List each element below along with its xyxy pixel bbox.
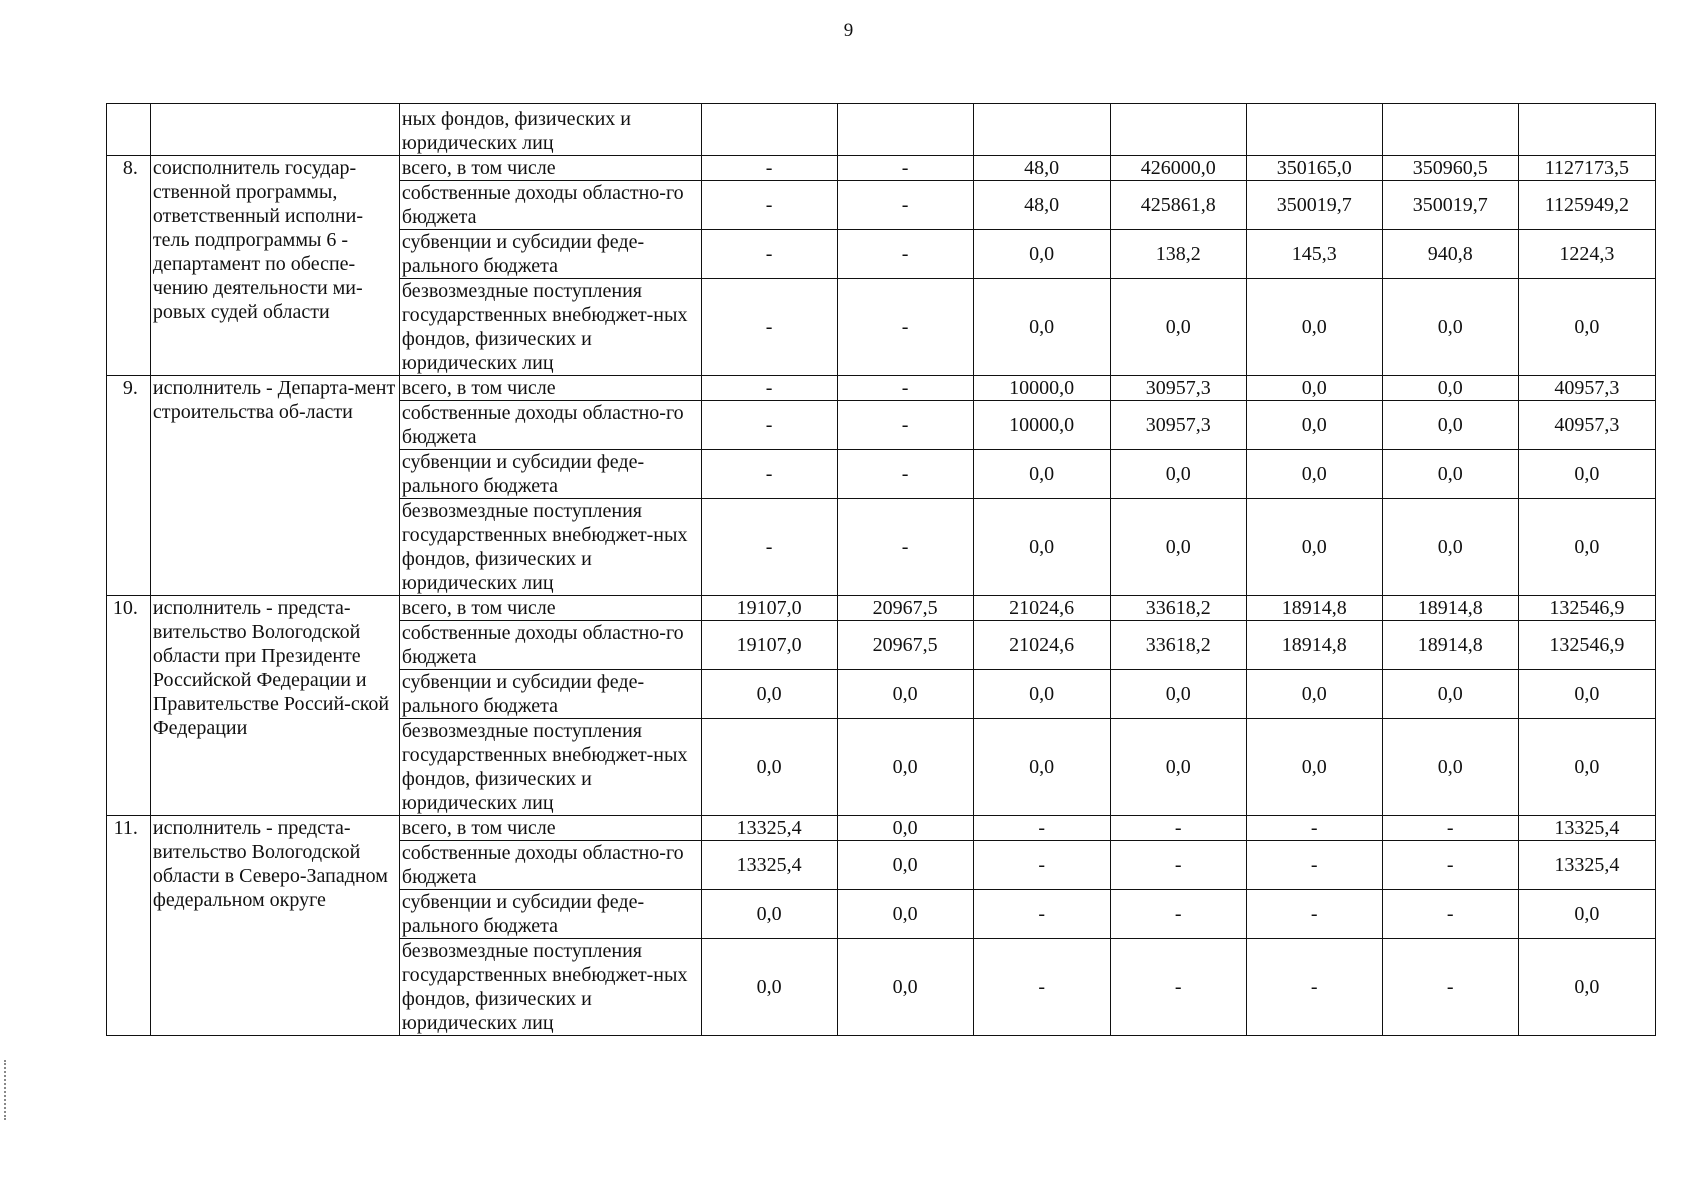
amount-value: 350019,7: [1412, 194, 1488, 216]
row-number: 9.: [107, 376, 151, 596]
value-cell: [1382, 376, 1518, 401]
funding-source: субвенции и субсидии феде-рального бюджета: [399, 450, 701, 499]
amount-value: -: [1174, 976, 1182, 998]
value-cell: [701, 499, 837, 596]
amount-value: -: [901, 377, 909, 399]
value-cell: [1246, 104, 1382, 156]
amount-value: 0,0: [892, 854, 918, 876]
value-cell: [1382, 596, 1518, 621]
value-cell: [837, 181, 973, 230]
amount-value: 20967,5: [872, 597, 938, 619]
amount-value: 33618,2: [1145, 634, 1211, 656]
funding-source: субвенции и субсидии феде-рального бюджета: [399, 230, 701, 279]
value-cell: [1110, 841, 1246, 890]
amount-value: 0,0: [892, 817, 918, 839]
value-cell: [1518, 939, 1655, 1036]
value-cell: [1110, 670, 1246, 719]
value-cell: [1110, 279, 1246, 376]
value-cell: [973, 401, 1110, 450]
value-cell: [701, 596, 837, 621]
amount-value: 0,0: [892, 903, 918, 925]
table-row: [107, 104, 1656, 156]
value-cell: [1382, 156, 1518, 181]
amount-value: 19107,0: [736, 634, 802, 656]
value-cell: [973, 376, 1110, 401]
amount-value: 0,0: [1301, 316, 1327, 338]
amount-value: -: [901, 157, 909, 179]
amount-value: 20967,5: [872, 634, 938, 656]
value-cell: [1246, 401, 1382, 450]
funding-source: собственные доходы областно-го бюджета: [399, 841, 701, 890]
value-cell: [1382, 816, 1518, 841]
executor-name: соисполнитель государ-ственной программы, ответственный исполни-тель подпрограммы 6 - департамент по обеспе-чению деятельности ми-ровых судей области: [150, 156, 399, 376]
value-cell: [1246, 499, 1382, 596]
value-cell: [1110, 719, 1246, 816]
funding-source: безвозмездные поступления государственных внебюджет-ных фондов, физических и юридических лиц: [399, 499, 701, 596]
value-cell: [1518, 596, 1655, 621]
table-row-total: [107, 816, 1656, 841]
amount-value: 0,0: [1301, 414, 1327, 436]
value-cell: [1246, 156, 1382, 181]
value-cell: [1246, 621, 1382, 670]
amount-value: 30957,3: [1145, 377, 1211, 399]
value-cell: [837, 596, 973, 621]
value-cell: [973, 279, 1110, 376]
value-cell: [837, 376, 973, 401]
amount-value: 0,0: [1437, 683, 1463, 705]
value-cell: [1110, 890, 1246, 939]
amount-value: 1125949,2: [1544, 194, 1630, 216]
amount-value: 18914,8: [1281, 634, 1347, 656]
amount-value: 0,0: [1165, 463, 1191, 485]
value-cell: [1110, 621, 1246, 670]
amount-value: 0,0: [1301, 756, 1327, 778]
value-cell: [701, 181, 837, 230]
amount-value: 21024,6: [1009, 597, 1075, 619]
amount-value: 350960,5: [1412, 157, 1488, 179]
amount-value: -: [1174, 854, 1182, 876]
amount-value: 138,2: [1155, 243, 1201, 265]
amount-value: 0,0: [1437, 756, 1463, 778]
amount-value: 0,0: [1574, 463, 1600, 485]
amount-value: 0,0: [1165, 756, 1191, 778]
amount-value: 0,0: [1301, 377, 1327, 399]
value-cell: [1382, 890, 1518, 939]
amount-value: -: [765, 536, 773, 558]
value-cell: [1246, 596, 1382, 621]
value-cell: [1518, 621, 1655, 670]
executor-name: исполнитель - Департа-мент строительства об-ласти: [150, 376, 399, 596]
value-cell: [837, 230, 973, 279]
value-cell: [837, 156, 973, 181]
amount-value: -: [901, 243, 909, 265]
amount-value: 132546,9: [1549, 597, 1625, 619]
value-cell: [837, 841, 973, 890]
amount-value: -: [1174, 817, 1182, 839]
amount-value: -: [1446, 976, 1454, 998]
amount-value: -: [901, 463, 909, 485]
value-cell: [973, 621, 1110, 670]
value-cell: [1110, 104, 1246, 156]
amount-value: 0,0: [1029, 756, 1055, 778]
amount-value: -: [1038, 976, 1045, 998]
amount-value: -: [1310, 976, 1318, 998]
amount-value: 13325,4: [1554, 854, 1620, 876]
value-cell: [1110, 596, 1246, 621]
value-cell: [701, 376, 837, 401]
amount-value: 350019,7: [1276, 194, 1352, 216]
row-number: 8.: [107, 156, 151, 376]
value-cell: [701, 230, 837, 279]
value-cell: [1518, 841, 1655, 890]
value-cell: [701, 401, 837, 450]
amount-value: 0,0: [1301, 536, 1327, 558]
budget-table: [106, 103, 1656, 1036]
table-row-total: [107, 596, 1656, 621]
value-cell: [837, 499, 973, 596]
amount-value: 10000,0: [1009, 414, 1075, 436]
amount-value: -: [1446, 854, 1454, 876]
amount-value: 0,0: [1574, 756, 1600, 778]
value-cell: [837, 939, 973, 1036]
value-cell: [973, 450, 1110, 499]
amount-value: 21024,6: [1009, 634, 1075, 656]
amount-value: 30957,3: [1145, 414, 1211, 436]
value-cell: [1110, 181, 1246, 230]
value-cell: [973, 939, 1110, 1036]
amount-value: 19107,0: [736, 597, 802, 619]
value-cell: [1518, 376, 1655, 401]
amount-value: -: [1310, 817, 1318, 839]
value-cell: [1518, 719, 1655, 816]
value-cell: [1518, 401, 1655, 450]
amount-value: 0,0: [1574, 683, 1600, 705]
amount-value: 350165,0: [1276, 157, 1352, 179]
executor-name: исполнитель - предста-вительство Вологодской области в Северо-Западном федеральном округе: [150, 816, 399, 1036]
value-cell: [973, 841, 1110, 890]
amount-value: 425861,8: [1140, 194, 1216, 216]
amount-value: 0,0: [1301, 683, 1327, 705]
amount-value: 0,0: [1165, 536, 1191, 558]
value-cell: [1246, 890, 1382, 939]
amount-value: -: [765, 463, 773, 485]
value-cell: [1518, 670, 1655, 719]
row-number: 11.: [107, 816, 151, 1036]
amount-value: 0,0: [756, 976, 782, 998]
funding-source: всего, в том числе: [399, 156, 701, 181]
value-cell: [837, 890, 973, 939]
amount-value: -: [1038, 854, 1045, 876]
amount-value: 0,0: [1437, 316, 1463, 338]
amount-value: 10000,0: [1009, 377, 1075, 399]
amount-value: 0,0: [1574, 536, 1600, 558]
amount-value: -: [765, 157, 773, 179]
amount-value: 48,0: [1024, 194, 1060, 216]
funding-source: всего, в том числе: [399, 376, 701, 401]
amount-value: 33618,2: [1145, 597, 1211, 619]
value-cell: [837, 719, 973, 816]
value-cell: [701, 719, 837, 816]
amount-value: 18914,8: [1281, 597, 1347, 619]
value-cell: [701, 670, 837, 719]
value-cell: [701, 841, 837, 890]
amount-value: 1127173,5: [1544, 157, 1630, 179]
amount-value: -: [901, 194, 909, 216]
value-cell: [1518, 156, 1655, 181]
table-row-total: [107, 156, 1656, 181]
value-cell: [837, 670, 973, 719]
value-cell: [1110, 230, 1246, 279]
amount-value: 0,0: [1029, 536, 1055, 558]
value-cell: [1246, 670, 1382, 719]
amount-value: -: [765, 414, 773, 436]
value-cell: [1382, 621, 1518, 670]
value-cell: [1246, 719, 1382, 816]
value-cell: [973, 670, 1110, 719]
funding-source: собственные доходы областно-го бюджета: [399, 181, 701, 230]
executor-name: исполнитель - предста-вительство Вологодской области при Президенте Российской Федерации и Правительстве Россий-ской Федерации: [150, 596, 399, 816]
amount-value: -: [1310, 854, 1318, 876]
row-number: 10.: [107, 596, 151, 816]
funding-source: субвенции и субсидии феде-рального бюджета: [399, 670, 701, 719]
value-cell: [1382, 499, 1518, 596]
source-cell: ных фондов, физических и юридических лиц: [399, 104, 701, 156]
funding-source: безвозмездные поступления государственных внебюджет-ных фондов, физических и юридических лиц: [399, 279, 701, 376]
value-cell: [701, 156, 837, 181]
amount-value: 0,0: [1165, 683, 1191, 705]
amount-value: 426000,0: [1140, 157, 1216, 179]
value-cell: [1246, 181, 1382, 230]
amount-value: -: [765, 243, 773, 265]
amount-value: 145,3: [1291, 243, 1337, 265]
amount-value: 0,0: [1165, 316, 1191, 338]
amount-value: 0,0: [1029, 243, 1055, 265]
funding-source: всего, в том числе: [399, 596, 701, 621]
page-number: 9: [843, 20, 854, 41]
value-cell: [1110, 499, 1246, 596]
value-cell: [1518, 816, 1655, 841]
value-cell: [1110, 376, 1246, 401]
value-cell: [837, 401, 973, 450]
funding-source: безвозмездные поступления государственных внебюджет-ных фондов, физических и юридических лиц: [399, 939, 701, 1036]
amount-value: 13325,4: [736, 854, 802, 876]
amount-value: -: [765, 316, 773, 338]
value-cell: [1382, 939, 1518, 1036]
funding-source: субвенции и субсидии феде-рального бюджета: [399, 890, 701, 939]
amount-value: 0,0: [1029, 463, 1055, 485]
value-cell: [1518, 104, 1655, 156]
num-cell: [107, 104, 151, 156]
value-cell: [973, 104, 1110, 156]
value-cell: [837, 816, 973, 841]
amount-value: 132546,9: [1549, 634, 1625, 656]
amount-value: 40957,3: [1554, 414, 1620, 436]
value-cell: [1246, 376, 1382, 401]
amount-value: 13325,4: [1554, 817, 1620, 839]
value-cell: [1382, 719, 1518, 816]
amount-value: 18914,8: [1417, 597, 1483, 619]
amount-value: 0,0: [1574, 903, 1600, 925]
value-cell: [973, 719, 1110, 816]
funding-source: собственные доходы областно-го бюджета: [399, 621, 701, 670]
amount-value: -: [901, 414, 909, 436]
amount-value: 48,0: [1024, 157, 1060, 179]
amount-value: 0,0: [1437, 377, 1463, 399]
value-cell: [701, 104, 837, 156]
amount-value: -: [765, 194, 773, 216]
value-cell: [1246, 841, 1382, 890]
amount-value: -: [901, 536, 909, 558]
value-cell: [1518, 279, 1655, 376]
value-cell: [701, 279, 837, 376]
amount-value: 0,0: [1437, 463, 1463, 485]
amount-value: 13325,4: [736, 817, 802, 839]
value-cell: [973, 156, 1110, 181]
value-cell: [701, 450, 837, 499]
amount-value: -: [1446, 817, 1454, 839]
amount-value: -: [1310, 903, 1318, 925]
amount-value: -: [1446, 903, 1454, 925]
funding-source: всего, в том числе: [399, 816, 701, 841]
amount-value: 0,0: [756, 683, 782, 705]
amount-value: 0,0: [1029, 683, 1055, 705]
value-cell: [837, 621, 973, 670]
value-cell: [1382, 841, 1518, 890]
funding-source: собственные доходы областно-го бюджета: [399, 401, 701, 450]
value-cell: [1382, 104, 1518, 156]
value-cell: [837, 279, 973, 376]
amount-value: -: [1038, 903, 1045, 925]
amount-value: 0,0: [756, 903, 782, 925]
value-cell: [973, 499, 1110, 596]
value-cell: [973, 181, 1110, 230]
amount-value: -: [901, 316, 909, 338]
value-cell: [1382, 181, 1518, 230]
value-cell: [1518, 890, 1655, 939]
amount-value: -: [1038, 817, 1045, 839]
amount-value: 0,0: [1029, 316, 1055, 338]
value-cell: [1110, 156, 1246, 181]
scan-artifact: [4, 1060, 8, 1120]
value-cell: [1246, 279, 1382, 376]
value-cell: [1110, 816, 1246, 841]
value-cell: [973, 230, 1110, 279]
value-cell: [1518, 230, 1655, 279]
amount-value: 0,0: [1437, 414, 1463, 436]
funding-source: безвозмездные поступления государственных внебюджет-ных фондов, физических и юридических лиц: [399, 719, 701, 816]
value-cell: [1110, 450, 1246, 499]
amount-value: 0,0: [1574, 976, 1600, 998]
value-cell: [1382, 230, 1518, 279]
amount-value: 940,8: [1427, 243, 1473, 265]
value-cell: [1518, 450, 1655, 499]
amount-value: 0,0: [892, 976, 918, 998]
value-cell: [837, 104, 973, 156]
value-cell: [701, 939, 837, 1036]
value-cell: [1246, 230, 1382, 279]
value-cell: [973, 890, 1110, 939]
table-row-total: [107, 376, 1656, 401]
amount-value: 0,0: [1574, 316, 1600, 338]
value-cell: [973, 816, 1110, 841]
amount-value: 0,0: [892, 683, 918, 705]
value-cell: [1518, 181, 1655, 230]
value-cell: [1246, 816, 1382, 841]
value-cell: [1382, 450, 1518, 499]
value-cell: [1382, 670, 1518, 719]
value-cell: [701, 816, 837, 841]
amount-value: 18914,8: [1417, 634, 1483, 656]
amount-value: -: [1174, 903, 1182, 925]
value-cell: [701, 890, 837, 939]
amount-value: 40957,3: [1554, 377, 1620, 399]
value-cell: [1246, 450, 1382, 499]
amount-value: 0,0: [892, 756, 918, 778]
amount-value: 1224,3: [1559, 243, 1615, 265]
executor-cell: [150, 104, 399, 156]
value-cell: [1246, 939, 1382, 1036]
table-body: [107, 104, 1656, 1036]
amount-value: 0,0: [756, 756, 782, 778]
value-cell: [1382, 279, 1518, 376]
value-cell: [1382, 401, 1518, 450]
amount-value: 0,0: [1437, 536, 1463, 558]
value-cell: [1518, 499, 1655, 596]
value-cell: [837, 450, 973, 499]
value-cell: [701, 621, 837, 670]
value-cell: [1110, 939, 1246, 1036]
amount-value: -: [765, 377, 773, 399]
amount-value: 0,0: [1301, 463, 1327, 485]
value-cell: [1110, 401, 1246, 450]
value-cell: [973, 596, 1110, 621]
